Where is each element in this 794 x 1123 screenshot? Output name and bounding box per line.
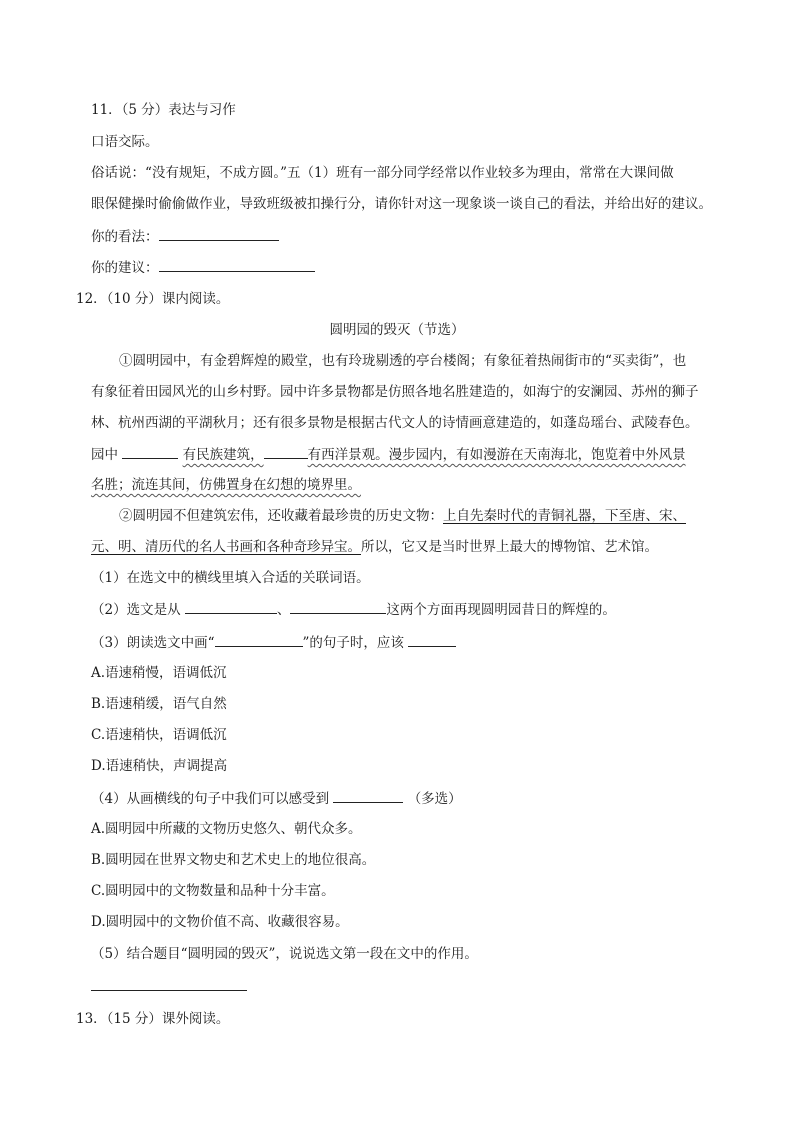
subq4-option-d: D.圆明园中的文物价值不高、收藏很容易。: [91, 914, 349, 930]
subq4-blank[interactable]: [333, 788, 403, 803]
subq3-underline-sample: [215, 632, 303, 647]
passage-para1-line4: [91, 444, 686, 465]
subq5-answer-line[interactable]: [91, 990, 247, 991]
passage-para2-line2-end: 所以，它又是当时世界上最大的博物馆、艺术馆。: [361, 539, 658, 555]
subq3-start: （3）朗读选文中画“: [91, 635, 215, 651]
connective-blank-2[interactable]: [264, 444, 308, 459]
subq4-option-b: B.圆明园在世界文物史和艺术史上的地位很高。: [91, 852, 376, 868]
subq4-start: （4）从画横线的句子中我们可以感受到: [91, 791, 330, 807]
subq3-option-b: B.语速稍缓，语气自然: [91, 696, 227, 712]
passage-para2-line1-start: ②圆明园不但建筑宏伟，还收藏着最珍贵的历史文物：: [119, 508, 443, 524]
passage-title: 圆明园的毁灭（节选）: [329, 322, 465, 338]
subq2-blank-2[interactable]: [290, 599, 386, 614]
passage-para2-line2: [91, 537, 658, 557]
passage-para1-line4-start: 园中: [91, 447, 118, 463]
subq2-start: （2）选文是从: [91, 602, 181, 618]
passage-para1-line5-text: 名胜；流连其间，仿佛置身在幻想的境界里。: [91, 477, 361, 493]
passage-para1-line4-end: 有西洋景观。漫步园内，有如漫游在天南海北，饱览着中外风景: [307, 447, 686, 463]
passage-para2-line1: [119, 506, 686, 526]
subq4-end: （多选）: [407, 791, 462, 807]
q11-advice-answer-blank[interactable]: [159, 257, 315, 272]
subq4-option-a: A.圆明园中所藏的文物历史悠久、朝代众多。: [91, 821, 362, 837]
q12-heading: 12．（10 分）课内阅读。: [76, 291, 230, 307]
subq2-blank-1[interactable]: [185, 599, 277, 614]
subq3-option-a: A.语速稍慢，语调低沉: [91, 665, 227, 681]
q13-heading: 13．（15 分）课外阅读。: [76, 1011, 230, 1027]
subq3-blank[interactable]: [408, 632, 456, 647]
subq2-end: 这两个方面再现圆明园昔日的辉煌的。: [386, 602, 616, 618]
passage-para1-line3: 林、杭州西湖的平湖秋月；还有很多景物是根据古代文人的诗情画意建造的，如蓬岛瑶台、武陵春色。: [91, 415, 699, 431]
subq4: [91, 788, 462, 809]
passage-para1-line5: [91, 475, 361, 495]
subq4-option-c: C.圆明园中的文物数量和品种十分丰富。: [91, 883, 335, 899]
passage-para1-line4-mid: 有民族建筑，: [182, 447, 264, 463]
q11-prompt-line2: 眼保健操时偷偷做作业，导致班级被扣操行分，请你针对这一现象谈一谈自己的看法，并给出好的建议。: [91, 196, 712, 212]
passage-para1-line2: 有象征着田园风光的山乡村野。园中许多景物都是仿照各地名胜建造的，如海宁的安澜园、苏州的狮子: [91, 384, 699, 400]
passage-para2-line2-underlined: 元、明、清历代的名人书画和各种奇珍异宝。: [91, 539, 361, 555]
passage-para1-line1: ①圆明园中，有金碧辉煌的殿堂，也有玲珑剔透的亭台楼阁；有象征着热闹街市的“买卖街”，也: [119, 353, 687, 369]
passage-para2-line1-underlined: 上自先秦时代的青铜礼器，下至唐、宋、: [443, 508, 686, 524]
subq2: [91, 599, 616, 620]
subq5: （5）结合题目“圆明园的毁灭”，说说选文第一段在文中的作用。: [91, 946, 478, 962]
subq3: [91, 632, 456, 653]
q11-subheading: 口语交际。: [91, 134, 159, 150]
subq3-option-c: C.语速稍快，语调低沉: [91, 727, 227, 743]
subq3-option-d: D.语速稍快，声调提高: [91, 758, 228, 774]
q11-view-label: 你的看法：: [91, 229, 159, 245]
q11-view-row: [91, 226, 279, 247]
subq3-mid: ”的句子时，应该: [302, 635, 404, 651]
subq1: （1）在选文中的横线里填入合适的关联词语。: [91, 570, 370, 586]
subq2-sep: 、: [276, 602, 291, 618]
q11-prompt-line1: 俗话说：“没有规矩，不成方圆。”五（1）班有一部分同学经常以作业较多为理由，常常在大课间做: [91, 165, 674, 181]
connective-blank-1[interactable]: [122, 444, 178, 459]
q11-advice-row: [91, 257, 315, 278]
q11-view-answer-blank[interactable]: [159, 226, 279, 241]
q11-heading: 11．（5 分）表达与习作: [91, 102, 236, 118]
q11-advice-label: 你的建议：: [91, 260, 159, 276]
